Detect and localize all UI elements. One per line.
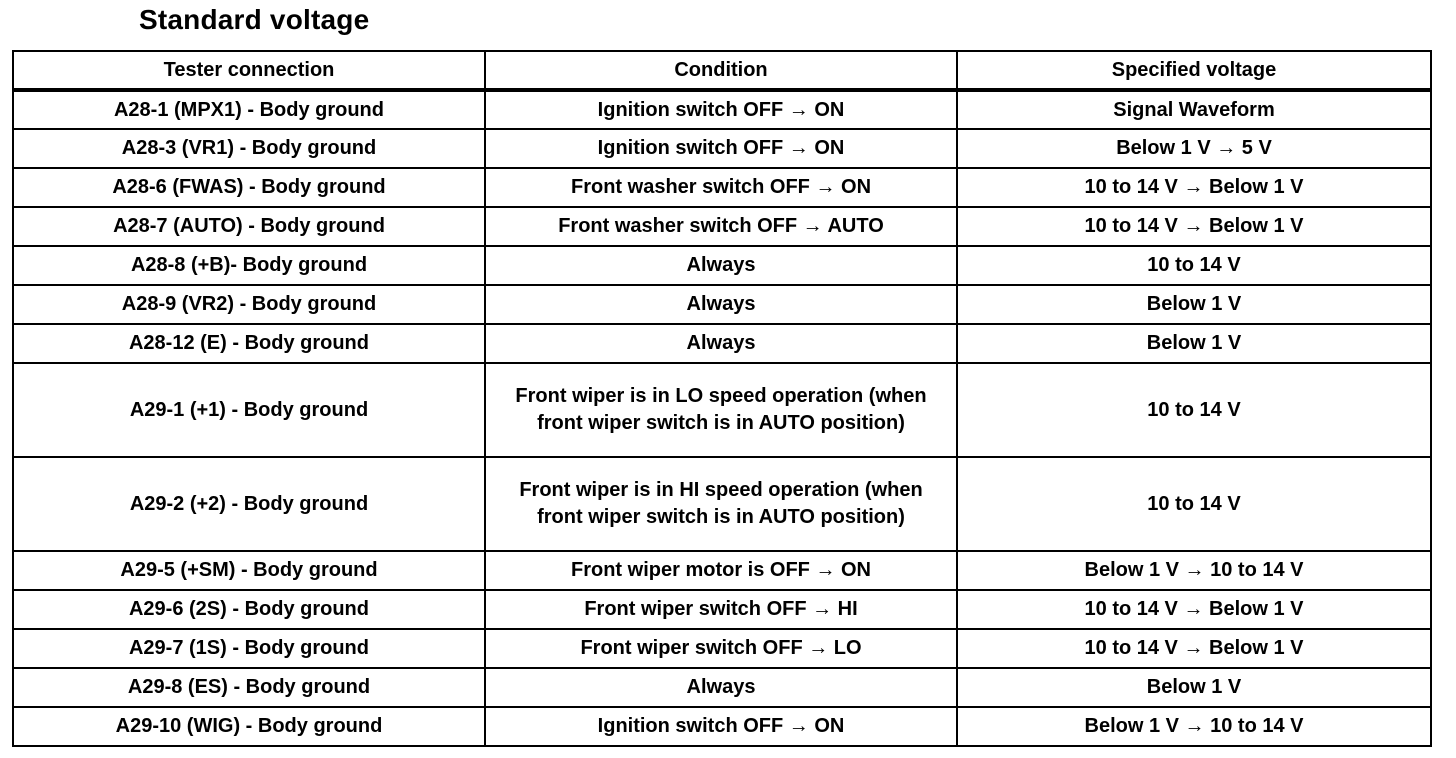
- condition-cell: Front wiper switch OFF → HI: [485, 590, 957, 629]
- table-header-row: [13, 51, 1431, 90]
- condition-cell: Front washer switch OFF → AUTO: [485, 207, 957, 246]
- condition-cell: Ignition switch OFF → ON: [485, 129, 957, 168]
- condition-cell: Ignition switch OFF → ON: [485, 90, 957, 129]
- tester-connection-cell: A28-9 (VR2) - Body ground: [13, 285, 485, 324]
- table-row: [13, 129, 1431, 168]
- standard-voltage-table: [12, 50, 1432, 747]
- condition-cell: Front wiper motor is OFF → ON: [485, 551, 957, 590]
- table-row: [13, 324, 1431, 363]
- specified-voltage-cell: Below 1 V → 10 to 14 V: [957, 551, 1431, 590]
- table-row: [13, 457, 1431, 551]
- table-row: [13, 551, 1431, 590]
- column-header-condition: Condition: [485, 51, 957, 90]
- column-header-specified-voltage: Specified voltage: [957, 51, 1431, 90]
- tester-connection-cell: A28-12 (E) - Body ground: [13, 324, 485, 363]
- table-row: [13, 363, 1431, 457]
- condition-cell: Ignition switch OFF → ON: [485, 707, 957, 746]
- tester-connection-cell: A28-3 (VR1) - Body ground: [13, 129, 485, 168]
- tester-connection-cell: A29-1 (+1) - Body ground: [13, 363, 485, 457]
- specified-voltage-cell: 10 to 14 V → Below 1 V: [957, 168, 1431, 207]
- table-row: [13, 629, 1431, 668]
- tester-connection-cell: A29-8 (ES) - Body ground: [13, 668, 485, 707]
- table-row: [13, 246, 1431, 285]
- table-row: [13, 285, 1431, 324]
- table-row: [13, 668, 1431, 707]
- tester-connection-cell: A29-2 (+2) - Body ground: [13, 457, 485, 551]
- condition-cell: Always: [485, 246, 957, 285]
- specified-voltage-cell: Below 1 V → 10 to 14 V: [957, 707, 1431, 746]
- tester-connection-cell: A28-6 (FWAS) - Body ground: [13, 168, 485, 207]
- condition-cell: Front wiper is in LO speed operation (when front wiper switch is in AUTO position): [485, 363, 957, 457]
- tester-connection-cell: A29-7 (1S) - Body ground: [13, 629, 485, 668]
- specified-voltage-cell: Below 1 V → 5 V: [957, 129, 1431, 168]
- specified-voltage-cell: 10 to 14 V → Below 1 V: [957, 590, 1431, 629]
- page-title: Standard voltage: [139, 4, 370, 35]
- specified-voltage-cell: Below 1 V: [957, 324, 1431, 363]
- condition-cell: Always: [485, 324, 957, 363]
- specified-voltage-cell: Below 1 V: [957, 668, 1431, 707]
- tester-connection-cell: A29-10 (WIG) - Body ground: [13, 707, 485, 746]
- specified-voltage-cell: 10 to 14 V → Below 1 V: [957, 629, 1431, 668]
- specified-voltage-cell: 10 to 14 V: [957, 363, 1431, 457]
- specified-voltage-cell: 10 to 14 V: [957, 246, 1431, 285]
- table-row: [13, 207, 1431, 246]
- table-row: [13, 90, 1431, 129]
- condition-cell: Always: [485, 285, 957, 324]
- table-row: [13, 707, 1431, 746]
- table-row: [13, 168, 1431, 207]
- condition-cell: Always: [485, 668, 957, 707]
- tester-connection-cell: A28-1 (MPX1) - Body ground: [13, 90, 485, 129]
- column-header-tester-connection: Tester connection: [13, 51, 485, 90]
- condition-cell: Front wiper switch OFF → LO: [485, 629, 957, 668]
- specified-voltage-cell: Below 1 V: [957, 285, 1431, 324]
- condition-cell: Front wiper is in HI speed operation (when front wiper switch is in AUTO position): [485, 457, 957, 551]
- tester-connection-cell: A28-7 (AUTO) - Body ground: [13, 207, 485, 246]
- table-row: [13, 590, 1431, 629]
- tester-connection-cell: A29-6 (2S) - Body ground: [13, 590, 485, 629]
- tester-connection-cell: A28-8 (+B)- Body ground: [13, 246, 485, 285]
- tester-connection-cell: A29-5 (+SM) - Body ground: [13, 551, 485, 590]
- specified-voltage-cell: 10 to 14 V → Below 1 V: [957, 207, 1431, 246]
- specified-voltage-cell: 10 to 14 V: [957, 457, 1431, 551]
- condition-cell: Front washer switch OFF → ON: [485, 168, 957, 207]
- specified-voltage-cell: Signal Waveform: [957, 90, 1431, 129]
